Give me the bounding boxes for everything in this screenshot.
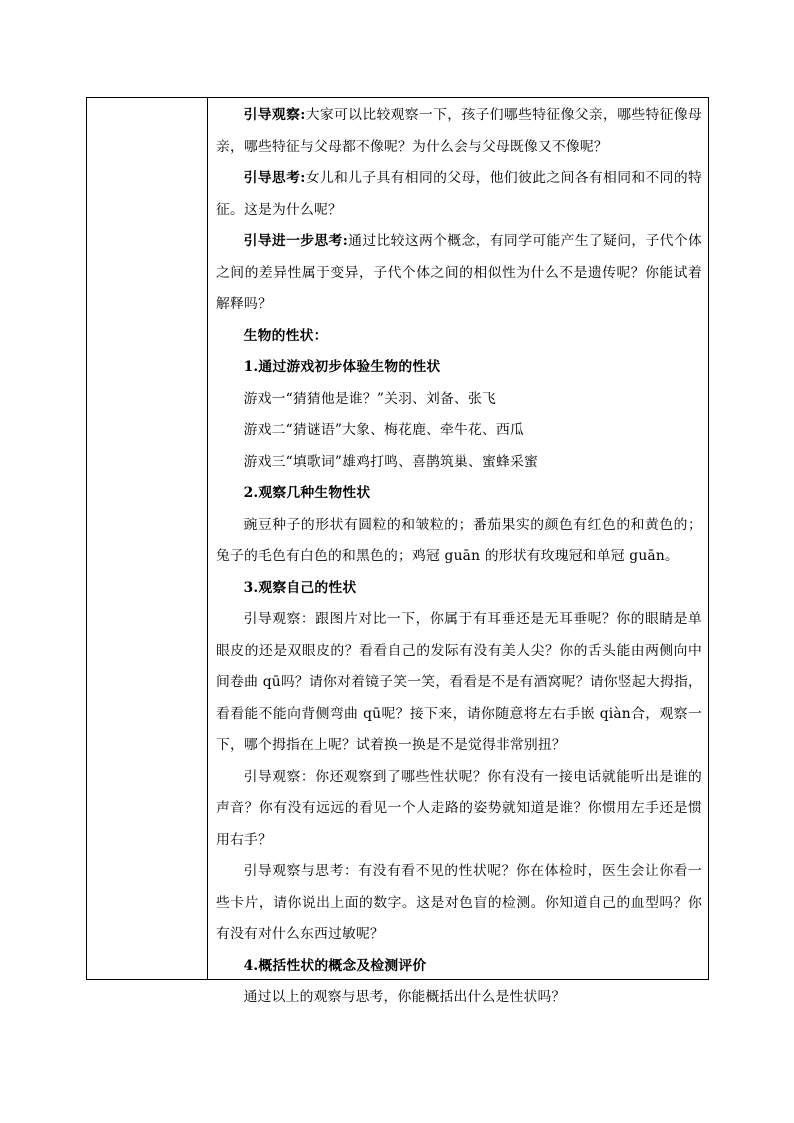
paragraph-text: 豌豆种子的形状有圆粒的和皱粒的；番茄果实的颜色有红色的和黄色的；兔子的毛色有白色的和黑色的；鸡冠 guān 的形状有玫瑰冠和单冠 guān。	[216, 516, 702, 564]
paragraph-text: 女儿和儿子具有相同的父母，他们彼此之间各有相同和不同的特征。这是为什么呢？	[216, 170, 702, 218]
left-column-cell	[87, 98, 208, 979]
paragraph-guide-further	[216, 226, 702, 321]
paragraph-text: 引导观察：你还观察到了哪些性状呢？你有没有一接电话就能听出是谁的声音？你有没有远远的看见一个人走路的姿势就知道是谁？你惯用左手还是惯用右手？	[216, 768, 702, 848]
section-heading: 3.观察自己的性状	[243, 579, 357, 596]
paragraph-text: 通过以上的观察与思考，你能概括出什么是性状吗？	[243, 989, 566, 1005]
paragraph-guide-observe	[216, 100, 702, 163]
paragraph-text: 引导观察与思考：有没有看不见的性状呢？你在体检时，医生会让你看一些卡片，请你说出上面的数字。这是对色盲的检测。你知道自己的血型吗？你有没有对什么东西过敏呢？	[216, 863, 702, 942]
content-cell	[208, 98, 708, 1005]
game-item: 游戏二“猜谜语”大象、梅花鹿、牵牛花、西瓜	[243, 422, 525, 438]
section-heading: 生物的性状：	[243, 327, 328, 344]
paragraph-text: 引导观察：跟图片对比一下，你属于有耳垂还是无耳垂呢？你的眼睛是单眼皮的还是双眼皮的？看看自己的发际有没有美人尖？你的舌头能由两侧向中间卷曲 qū吗？请你对着镜子笑一笑，看看是不是有酒窝呢？请你竖起大拇指，看看能不能向背侧弯曲 qū呢？接下来，请你随意将左右手嵌 qiàn合，观察一下，哪个拇指在上呢？试着换一换是不是觉得非常别扭？	[216, 611, 702, 753]
game-item: 游戏三“填歌词”雄鸡打鸣、喜鹊筑巢、蜜蜂采蜜	[243, 453, 539, 470]
game-item: 游戏一“猜猜他是谁？”关羽、刘备、张飞	[243, 390, 497, 407]
paragraph-guide-think	[216, 163, 702, 226]
paragraph-label: 引导进一步思考:	[243, 233, 349, 249]
paragraph-text: 大家可以比较观察一下，孩子们哪些特征像父亲，哪些特征像母亲，哪些特征与父母都不像呢？为什么会与父母既像又不像呢？	[216, 107, 702, 155]
section-heading: 4.概括性状的概念及检测评价	[243, 957, 427, 974]
document-table	[86, 97, 709, 1005]
paragraph-label: 引导思考:	[243, 170, 306, 186]
paragraph-label: 引导观察:	[243, 107, 306, 123]
section-heading: 2.观察几种生物性状	[243, 485, 371, 501]
paragraph-text: 通过比较这两个概念，有同学可能产生了疑问，子代个体之间的差异性属于变异，子代个体之间的相似性为什么不是遗传呢？你能试着解释吗？	[216, 233, 703, 312]
section-heading: 1.通过游戏初步体验生物的性状	[243, 359, 441, 375]
